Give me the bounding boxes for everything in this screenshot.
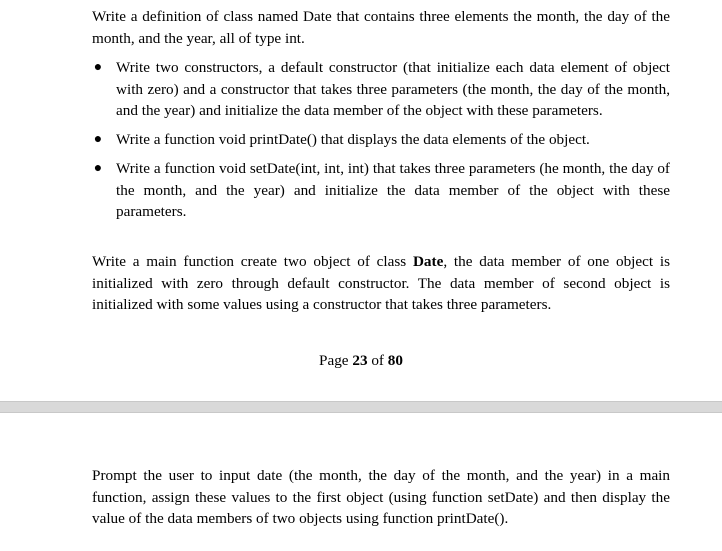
main-para-text: Write a main function create two object of class (92, 253, 413, 270)
bullet-text: Write a function void printDate() that displays the data elements of the object. (116, 130, 590, 148)
main-para-text-cont: , the data member of one object is initialized with zero through default constructor. The data member of second object is initialized with some values using a constructor that takes three parameters. (92, 253, 670, 313)
page-total: 80 (387, 352, 403, 369)
requirements-list (92, 57, 670, 223)
page-separator (0, 401, 722, 413)
list-item (92, 129, 670, 151)
class-name-bold: Date (412, 253, 444, 270)
list-item (92, 158, 670, 223)
intro-paragraph: Write a definition of class named Date that contains three elements the month, the day of the month, and the year, all of type int. (92, 8, 670, 47)
document-page-24 (0, 413, 722, 551)
bullet-icon: ● (93, 60, 103, 75)
page-number (0, 352, 722, 370)
page-current: 23 (352, 352, 368, 369)
page-of: of (367, 352, 388, 369)
page-label: Page (319, 352, 353, 369)
list-item (92, 57, 670, 122)
prompt-paragraph: Prompt the user to input date (the month, the day of the month, and the year) in a main function, assign these values to the first object (using function setDate) and then display the value of the data members of two objects using function printDate(). (92, 467, 670, 527)
bullet-text: Write two constructors, a default constructor (that initialize each data element of object with zero) and a constructor that takes three parameters (the month, the day of the month, and the year) and initialize the data member of the object with these parameters. (116, 59, 670, 119)
bullet-icon: ● (93, 131, 103, 147)
bullet-text: Write a function void setDate(int, int, int) that takes three parameters (he month, the day of the month, and the year) and initialize the data member of the object with these parameters. (116, 160, 670, 220)
main-function-paragraph (92, 251, 670, 316)
bullet-icon: ● (93, 161, 103, 176)
